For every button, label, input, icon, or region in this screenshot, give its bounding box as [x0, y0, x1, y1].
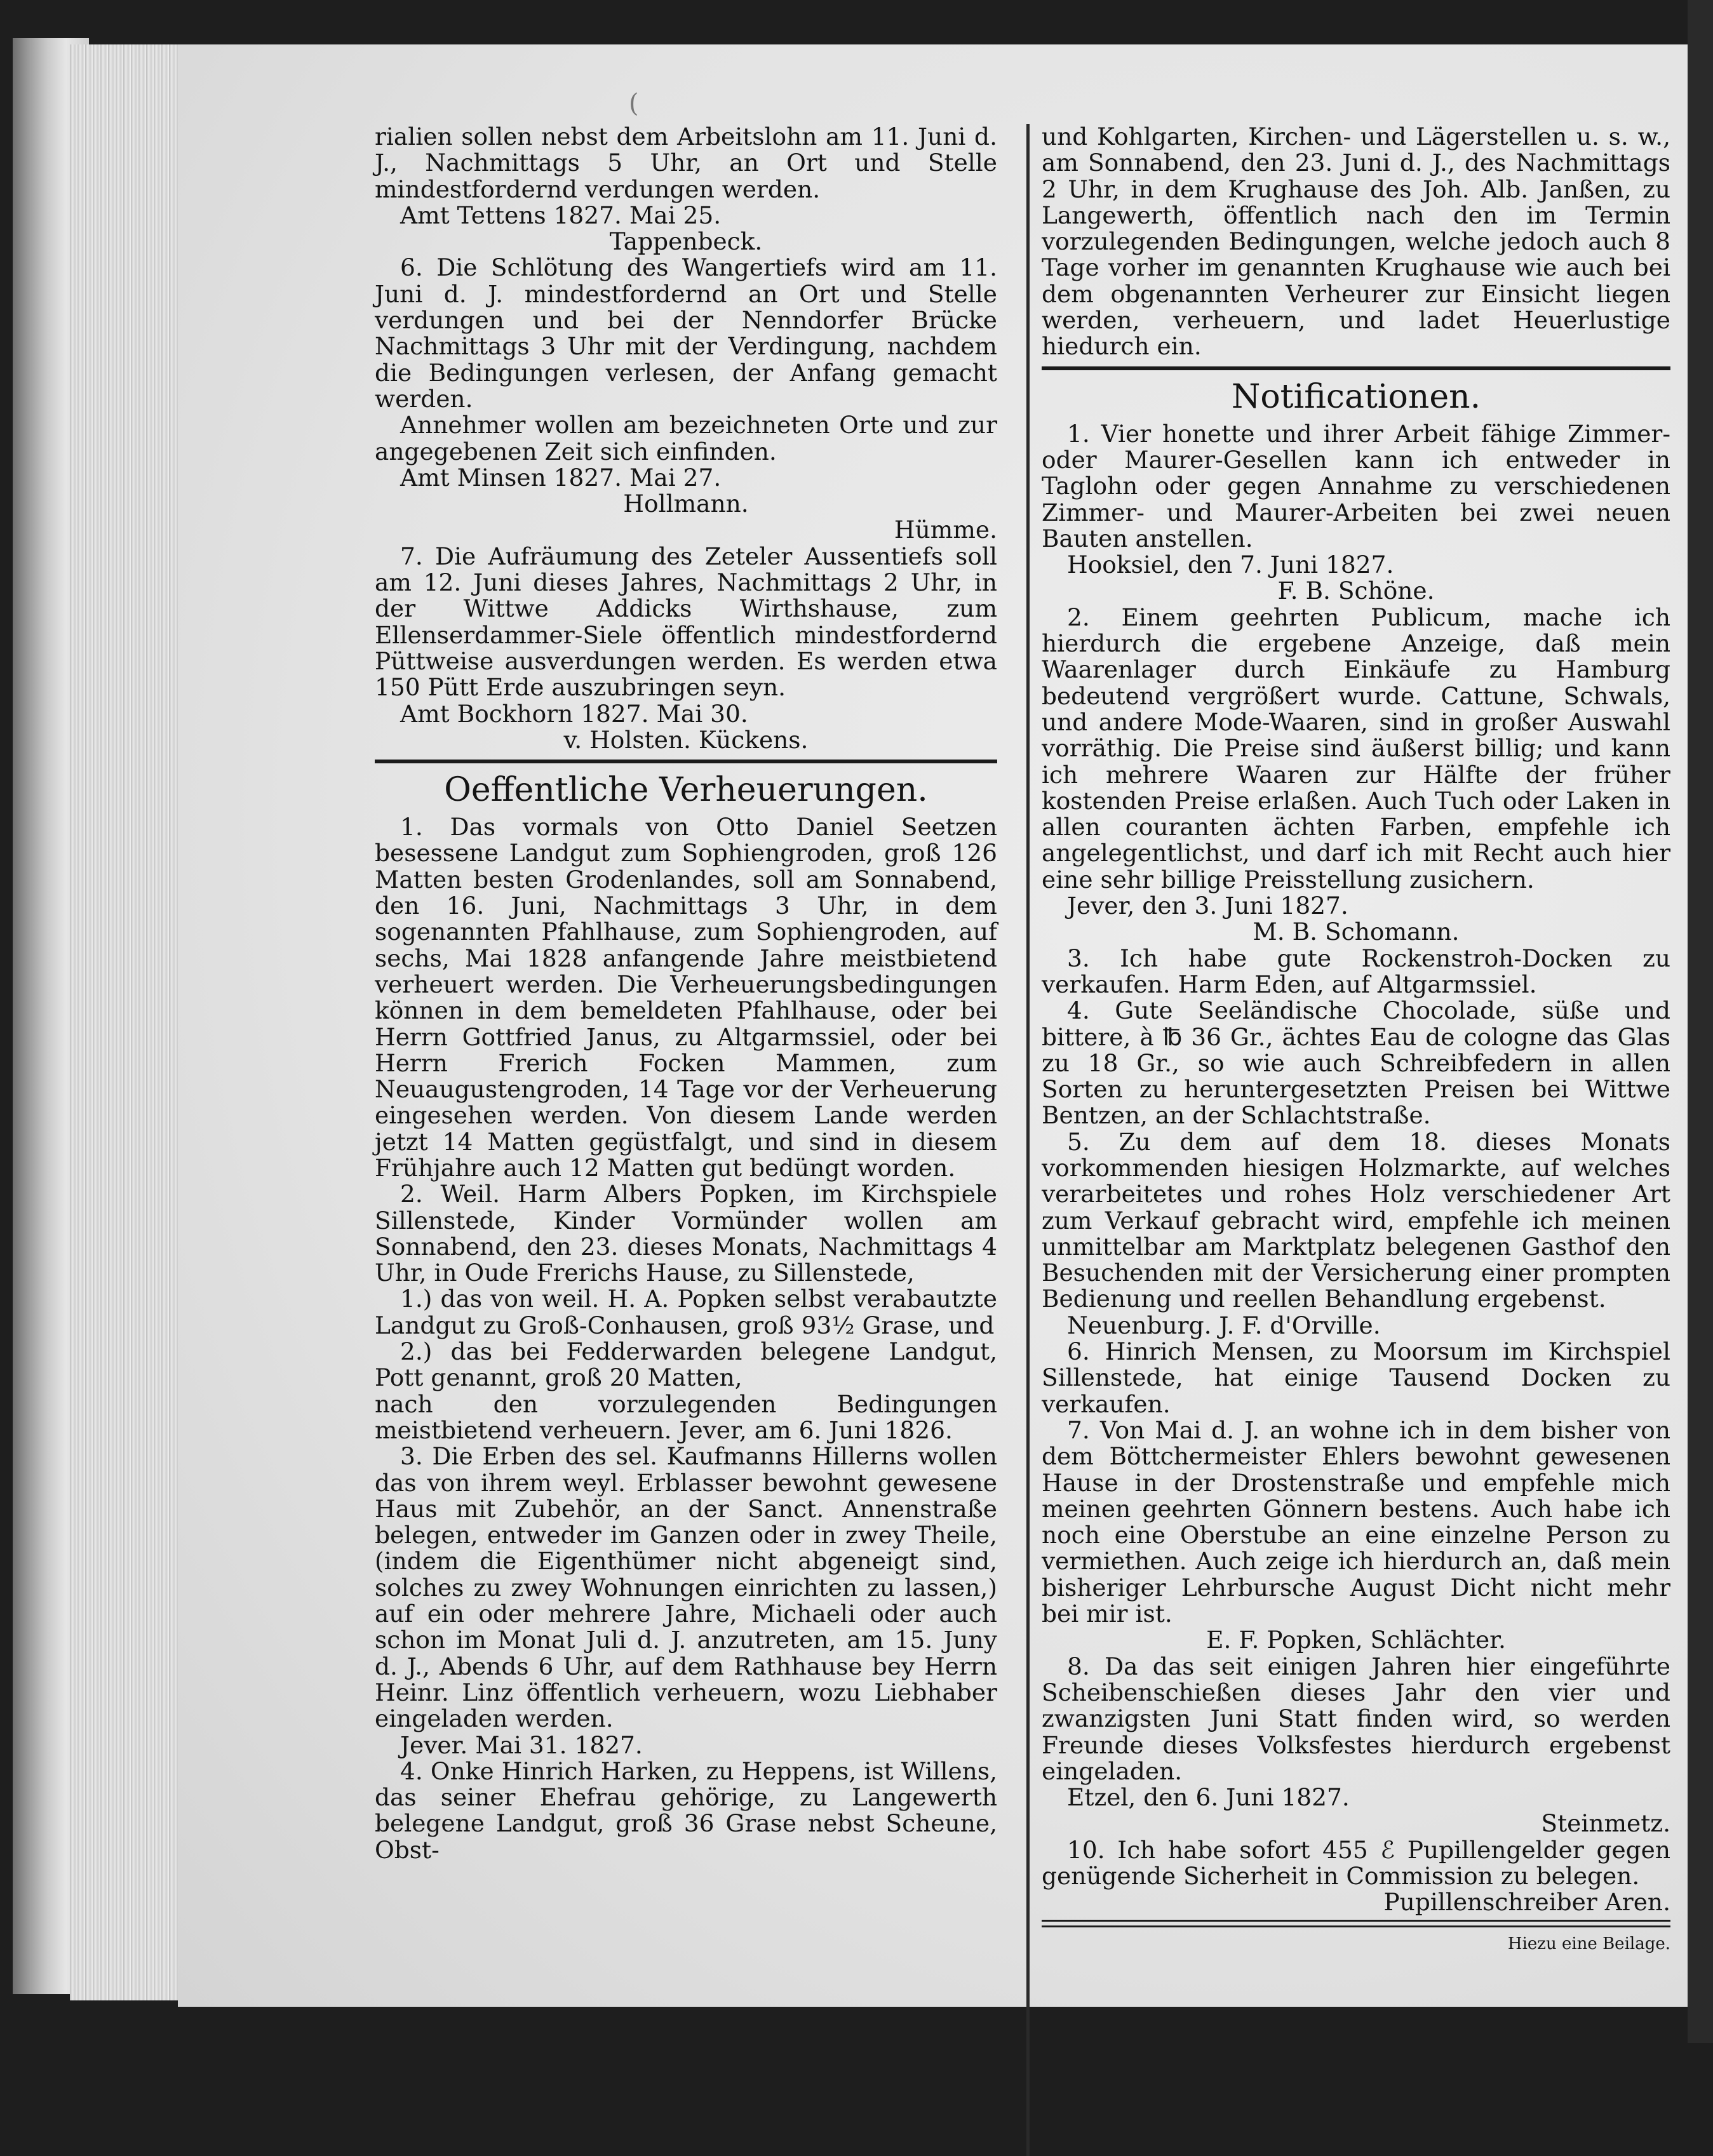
left-section-body [375, 814, 997, 1863]
paragraph: Pupillenschreiber Aren. [1383, 1888, 1670, 1917]
left-column [375, 124, 997, 1863]
section-heading-notificationen: Notificationen. [1231, 377, 1481, 416]
paragraph: und Kohlgarten, Kirchen- und Lägerstellen u. s. w., am Sonnabend, den 23. Juni d. J., des Nachmittags 2 Uhr, in dem Krughause des Joh. Alb. Janßen, zu Langewerth, öffentlich nach den im Termin vorzulegenden Bedingungen, welche jedoch auch 8 Tage vorher im genannten Krughause wie auch bei dem obgenannten Verheurer zur Einsicht liegen werden, verheuern, und ladet Heuerlustige hiedurch ein. [1042, 123, 1670, 361]
paragraph: 3. Ich habe gute Rockenstroh-Docken zu verkaufen. Harm Eden, auf Altgarmssiel. [1042, 944, 1670, 998]
right-section-body [1042, 421, 1670, 1916]
paragraph: 6. Hinrich Mensen, zu Moorsum im Kirchspiel Sillenstede, hat einige Tausend Docken zu verkaufen. [1042, 1337, 1670, 1418]
paragraph: 6. Die Schlötung des Wangertiefs wird am 11. Juni d. J. mindestfordernd an Ort und Stelle verdungen und bei der Nenndorfer Brücke Nachmittags 3 Uhr mit der Verdingung, nachdem die Bedingungen verlesen, der Anfang gemacht werden. [375, 253, 997, 413]
paragraph: 2. Weil. Harm Albers Popken, im Kirchspiele Sillenstede, Kinder Vormünder wollen am Sonnabend, den 23. dieses Monats, Nachmittags 4 Uhr, in Oude Frerichs Hause, zu Sillenstede, [375, 1180, 997, 1287]
scan-margin [1688, 0, 1713, 2043]
paragraph: 4. Onke Hinrich Harken, zu Heppens, ist Willens, das seiner Ehefrau gehörige, zu Langewerth belegene Landgut, groß 36 Grase nebst Scheune, Obst- [375, 1757, 997, 1864]
paragraph: Tappenbeck. [609, 227, 763, 256]
paragraph: rialien sollen nebst dem Arbeitslohn am 11. Juni d. J., Nachmittags 5 Uhr, an Ort und Stelle mindestfordernd verdungen werden. [375, 123, 997, 203]
paragraph: 1.) das von weil. H. A. Popken selbst verabautzte Landgut zu Groß-Conhausen, groß 93½ Grase, und [375, 1285, 997, 1339]
paragraph: 8. Da das seit einigen Jahren hier eingeführte Scheibenschießen dieses Jahr den vier und zwanzigsten Juni Statt finden wird, so werden Freunde dieses Volksfestes hierdurch ergebenst eingeladen. [1042, 1652, 1670, 1785]
paragraph: 4. Gute Seeländische Chocolade, süße und bittere, à ℔ 36 Gr., ächtes Eau de cologne das Glas zu 18 Gr., so wie auch Schreibfedern in allen Sorten zu heruntergesetzten Preisen bei Wittwe Bentzen, an der Schlachtstraße. [1042, 996, 1670, 1130]
left-notices [375, 124, 997, 753]
end-rule [1042, 1925, 1670, 1927]
section-rule [1042, 366, 1670, 370]
paragraph: Amt Minsen 1827. Mai 27. [400, 463, 722, 492]
paragraph: Hollmann. [623, 490, 749, 518]
paragraph: Hümme. [894, 516, 997, 544]
paragraph: 1. Vier honette und ihrer Arbeit fähige Zimmer- oder Maurer-Gesellen kann ich entweder in Taglohn oder gegen Annahme zu verschiedenen Zimmer- und Maurer-Arbeiten bei zwei neuen Bauten anstellen. [1042, 419, 1670, 552]
paragraph: Jever, den 3. Juni 1827. [1067, 892, 1348, 920]
paragraph: Neuenburg. J. F. d'Orville. [1067, 1311, 1381, 1339]
paragraph: Etzel, den 6. Juni 1827. [1067, 1783, 1350, 1812]
section-rule [375, 760, 997, 763]
paragraph: 1. Das vormals von Otto Daniel Seetzen besessene Landgut zum Sophiengroden, groß 126 Matten besten Grodenlandes, soll am Sonnabend, den 16. Juni, Nachmittags 3 Uhr, in dem sogenannten Pfahlhause, zum Sophiengroden, auf sechs, Mai 1828 anfangende Jahre meistbietend verheuert werden. Die Verheuerungsbedingungen können in dem bemeldeten Pfahlhause, oder bei Herrn Gottfried Janus, zu Altgarmssiel, oder bei Herrn Frerich Focken Mammen, zum Neuaugustengroden, 14 Tage vor der Verheuerung eingesehen werden. Von diesem Lande werden jetzt 14 Matten gegüstfalgt, und sind in diesem Frühjahre auch 12 Matten gut bedüngt worden. [375, 813, 997, 1182]
paragraph: 2. Einem geehrten Publicum, mache ich hierdurch die ergebene Anzeige, daß mein Waarenlager durch Einkäufe zu Hamburg bedeutend vergrößert wurde. Cattune, Schwals, und andere Mode-Waaren, sind in großer Auswahl vorräthig. Die Preise sind äußerst billig; und kann ich mehrere Waaren zur Hälfte der früher kostenden Preise erlaßen. Auch Tuch oder Laken in allen couranten ächten Farben, empfehle ich angelegentlichst, und darf ich mit Recht auch hier eine sehr billige Preisstellung zusichern. [1042, 603, 1670, 894]
paragraph: 5. Zu dem auf dem 18. dieses Monats vorkommenden hiesigen Holzmarkte, auf welches verarbeitetes und rohes Holz verschiedener Art zum Verkauf gebracht wird, empfehle ich meinen unmittelbar am Marktplatz belegenen Gasthof den Besuchenden mit der Versicherung einer prompten Bedienung und reellen Behandlung ergebenst. [1042, 1127, 1670, 1313]
paragraph: M. B. Schomann. [1253, 918, 1460, 946]
paragraph: 7. Von Mai d. J. an wohne ich in dem bisher von dem Böttchermeister Ehlers bewohnt gewesenen Hause in der Drostenstraße und empfehle mich meinen geehrten Gönnern bestens. Auch habe ich noch eine Oberstube an eine einzelne Person zu vermiethen. Auch zeige ich hierdurch an, daß mein bisheriger Lehrbursche August Dicht nicht mehr bei mir ist. [1042, 1416, 1670, 1628]
paragraph: F. B. Schöne. [1277, 577, 1435, 605]
column-divider [1026, 124, 1030, 2156]
paragraph: Steinmetz. [1541, 1809, 1670, 1838]
paragraph: 3. Die Erben des sel. Kaufmanns Hillerns wollen das von ihrem weyl. Erblasser bewohnt gewesene Haus mit Zubehör, an der Sanct. Annenstraße belegen, entweder im Ganzen oder in zwey Theile, (indem die Eigenthümer nicht abgeneigt sind, solches zu zwey Wohnungen einrichten zu lassen,) auf ein oder mehrere Jahre, Michaeli oder auch schon im Monat Juli d. J. anzutreten, am 15. Juny d. J., Abends 6 Uhr, auf dem Rathhause bey Herrn Heinr. Linz öffentlich verheuern, wozu Liebhaber eingeladen werden. [375, 1442, 997, 1733]
paragraph: Amt Tettens 1827. Mai 25. [400, 201, 722, 229]
section-heading-verheuerungen: Oeffentliche Verheuerungen. [444, 771, 928, 810]
end-rule [1042, 1920, 1670, 1922]
paragraph: Hooksiel, den 7. Juni 1827. [1067, 551, 1394, 579]
paragraph: 10. Ich habe sofort 455 ℰ Pupillengelder gegen genügende Sicherheit in Commission zu belegen. [1042, 1835, 1670, 1890]
page-stack-edge [70, 44, 184, 2000]
paragraph: Annehmer wollen am bezeichneten Orte und zur angegebenen Zeit sich einfinden. [375, 411, 997, 465]
paragraph: 2.) das bei Fedderwarden belegene Landgut, Pott genannt, groß 20 Matten, [375, 1337, 997, 1392]
paragraph: Amt Bockhorn 1827. Mai 30. [400, 699, 748, 728]
paragraph: 7. Die Aufräumung des Zeteler Aussentiefs soll am 12. Juni dieses Jahres, Nachmittags 2 Uhr, in der Wittwe Addicks Wirthshause, zum Ellenserdammer-Siele öffentlich mindestfordernd Püttweise ausverdungen werden. Es werden etwa 150 Pütt Erde auszubringen seyn. [375, 542, 997, 702]
margin-mark: ( [629, 89, 639, 118]
footer-note: Hiezu eine Beilage. [1507, 1934, 1670, 1953]
paragraph: nach den vorzulegenden Bedingungen meistbietend verheuern. Jever, am 6. Juni 1826. [375, 1389, 997, 1444]
paragraph: v. Holsten. Kückens. [563, 725, 809, 754]
right-notices [1042, 124, 1670, 360]
paragraph: E. F. Popken, Schlächter. [1206, 1626, 1506, 1654]
paragraph: Jever. Mai 31. 1827. [400, 1731, 643, 1759]
right-column [1042, 124, 1670, 1957]
